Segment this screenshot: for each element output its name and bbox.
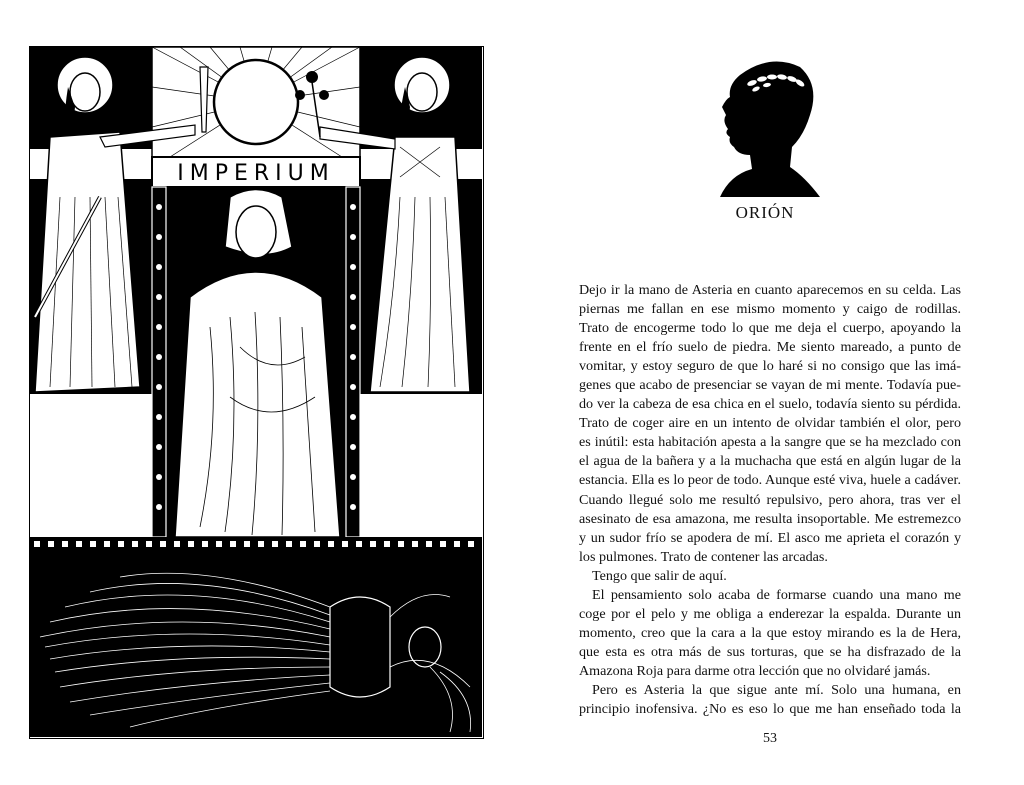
text-line: que esta es otra más de sus torturas, que se ha disfrazado de la <box>579 643 961 660</box>
text-line: los pulmones. Trato de contener las arcadas. <box>579 548 828 565</box>
imperium-banner: IMPERIUM <box>177 161 335 186</box>
text-line: Tengo que salir de aquí. <box>592 567 727 584</box>
text-line: el agua de la bañera y a la muchacha que está en algún lugar de la <box>579 453 961 470</box>
text-line: Cuando llegué solo me resultó repulsivo, pero ahora, tras ver el <box>579 491 961 508</box>
text-line: piernas me fallan en ese mismo momento y caigo de rodillas. <box>579 301 961 318</box>
page-number: 53 <box>763 731 777 746</box>
text-line: momento, creo que la cara a la que estoy mirando es la de Hera, <box>579 624 961 641</box>
text-line: Trato de encogerme todo lo que me deja el cuerpo, apoyando la <box>579 320 961 337</box>
text-line: El pensamiento solo acaba de formarse cuando una mano me <box>592 586 961 603</box>
text-line: estancia. Ella es lo peor de todo. Aunque esté viva, huele a cadáver. <box>579 472 961 489</box>
text-line: Amazona Roja para darme otra lección que no olvidaré jamás. <box>579 662 931 679</box>
text-line: Trato de coger aire en un intento de olvidar también el olor, pero <box>579 415 961 432</box>
text-line: genes que acabo de presenciar se vayan de mi mente. Todavía pue- <box>579 377 961 394</box>
text-line: do ver la cabeza de esa chica en el suelo, todavía siento su pérdida. <box>579 396 961 413</box>
text-line: frente en el frío suelo de piedra. Me siento mareado, a punto de <box>579 339 961 356</box>
imperium-illustration <box>29 46 484 739</box>
text-line: Dejo ir la mano de Asteria en cuanto aparecemos en su celda. Las <box>579 282 961 298</box>
chapter-title: ORIÓN <box>735 203 795 222</box>
chapter-body <box>579 281 961 719</box>
text-line: coge por el pelo y me obliga a enderezar la espalda. Durante un <box>579 605 961 622</box>
paragraph <box>579 681 961 719</box>
text-line: vomitar, y estoy seguro de que lo haré si no consigo que las imá- <box>579 358 961 375</box>
paragraph <box>579 567 961 586</box>
text-line: principio inofensiva. ¿No es eso lo que me han enseñado toda la <box>579 701 961 718</box>
text-line: y un sudor frío se apodera de mí. El asco me aprieta el corazón y <box>579 529 961 546</box>
paragraph <box>579 281 961 567</box>
text-line: asesinato de esa amazona, me resulta insoportable. Me estremezco <box>579 510 961 527</box>
text-line: es inútil: esta habitación apesta a la sangre que se ha mezclado con <box>579 434 961 451</box>
paragraph <box>579 586 961 681</box>
text-line: Pero es Asteria la que sigue ante mí. Solo una humana, en <box>592 681 961 698</box>
